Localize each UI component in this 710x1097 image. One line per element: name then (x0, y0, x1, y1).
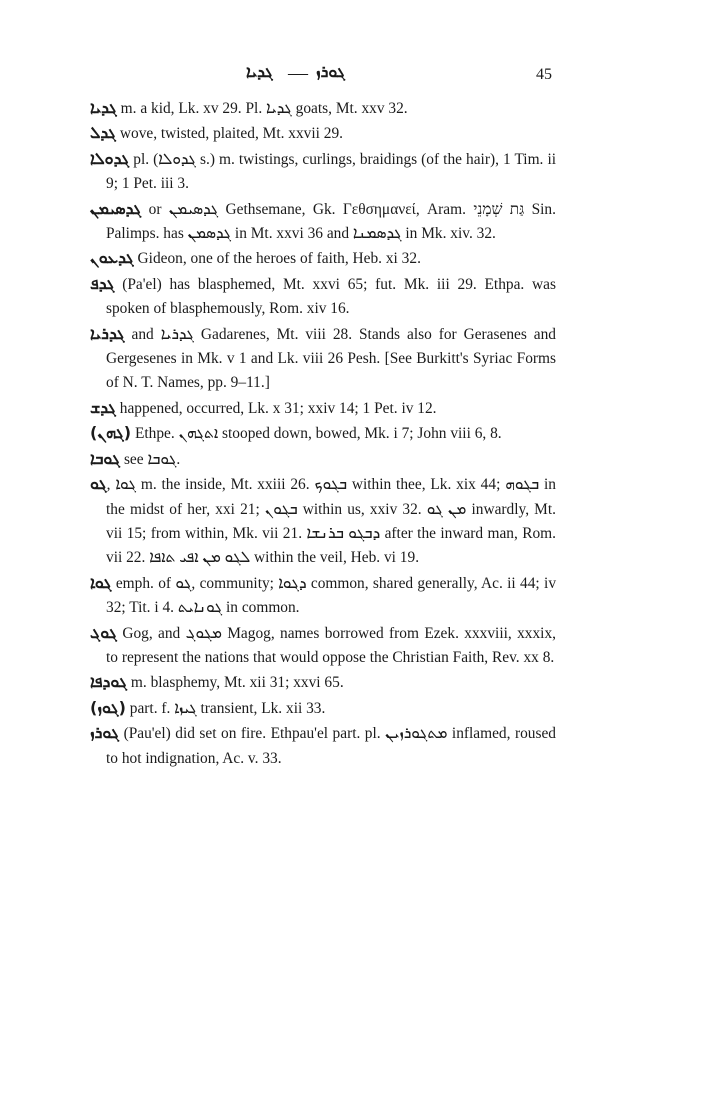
entry-headword: ܓܘܐ (90, 572, 112, 592)
entry-text: pl. (ܓܕܘܠܐ s.) m. twistings, curlings, braidings (of the hair), 1 Tim. ii 9; 1 Pet. iii 3. (106, 150, 557, 193)
entry-headword: ܓܕܠ (90, 123, 117, 143)
entry-headword: ܓܘܒܐ (90, 448, 121, 468)
entry-text: (Pau'el) did set on fire. Ethpau'el part. pl. ܡܬܓܘܪܙܝܢ inflamed, roused to hot indignation, Ac. v. 33. (106, 725, 556, 767)
entry (90, 696, 556, 721)
entry-text: (Pa'el) has blasphemed, Mt. xxvi 65; fut. Mk. iii 29. Ethpa. was spoken of blasphemously, Rom. xiv 16. (106, 275, 556, 318)
entry-headword: ܓܕܣܝܡܢ (90, 198, 142, 218)
entry-headword: ܓܕܥܘܢ (90, 248, 134, 268)
entry-headword: ܓܕܝܐ (90, 98, 117, 117)
entry (90, 96, 556, 121)
entry-headword: ܓܕܫ (90, 397, 116, 417)
entries-column (90, 96, 556, 771)
entry-headword: ܓܘܕܦܐ (90, 672, 128, 692)
entry (90, 396, 556, 421)
header-left-word: ܓܕܝܐ (246, 62, 273, 81)
entry (90, 571, 556, 621)
entry-headword: ܓܘܪܙ (90, 723, 120, 743)
entry-text: emph. of ܓܘ, community; ܕܓܘܐ common, shared generally, Ac. ii 44; iv 32; Tit. i 4. ܓܘܢܐܝܬ in common. (106, 574, 557, 617)
entry-text: , ܓܘܐ m. the inside, Mt. xxiii 26. ܒܓܘܟ within thee, Lk. xix 44; ܒܓܘܗ in the midst of her, xxi 21; ܒܓܘܢ within us, xxiv 32. ܡܢ ܓܘ inwardly, Mt. vii 15; from within, Mk. vii 21. ܕܒܓܘ ܒܪܢܫܐ after the inward man, Rom. vii 22. ܠܓܘ ܡܢ ܐܦܝ ܬܐܦܐ within the veil, Heb. vi 19. (106, 476, 556, 567)
entry-text: m. a kid, Lk. xv 29. Pl. ܓܕܝܐ goats, Mt. xxv 32. (116, 100, 408, 117)
entry (90, 246, 556, 271)
header-dash: — (288, 62, 309, 84)
entry (90, 421, 556, 446)
entry-text: happened, occurred, Lk. x 31; xxiv 14; 1 Pet. iv 12. (115, 399, 437, 417)
entry (90, 621, 556, 671)
entry-text: Gideon, one of the heroes of faith, Heb. xi 32. (133, 250, 421, 268)
entry (90, 197, 556, 247)
entry (90, 447, 556, 472)
running-header (0, 62, 710, 88)
entry-text: and ܓܕܪܝܐ Gadarenes, Mt. viii 28. Stands also for Gerasenes and Gergesenes in Mk. v 1 and Lk. viii 26 Pesh. [See Burkitt's Syriac Forms of N. T. Names, pp. 9–11.] (106, 325, 556, 392)
entry-text: part. f. ܓܝܙܐ transient, Lk. xii 33. (125, 699, 326, 717)
entry (90, 322, 556, 396)
entry-text: m. blasphemy, Mt. xii 31; xxvi 65. (127, 674, 344, 692)
entry-headword: ܓܕܦ (90, 273, 115, 293)
entry-text: Gog, and ܡܓܘܓ Magog, names borrowed from Ezek. xxxviii, xxxix, to represent the nations that would oppose the Christian Faith, Rev. xx 8. (106, 624, 556, 666)
entry (90, 121, 556, 146)
entry-headword: (ܓܗܢ) (90, 423, 132, 443)
entry (90, 272, 556, 322)
entry-text: wove, twisted, plaited, Mt. xxvii 29. (116, 125, 344, 143)
header-right-word: ܓܘܪܙ (316, 62, 346, 81)
entry-headword: ܓܕܘܠܐ (90, 148, 130, 168)
entry (90, 670, 556, 695)
entry-headword: (ܓܘܙ) (90, 697, 126, 717)
entry (90, 472, 556, 571)
entry-text: see ܓܘܒܐ. (120, 450, 181, 468)
entry-text: Ethpe. ܐܬܓܗܢ stooped down, bowed, Mk. i 7; John viii 6, 8. (131, 425, 502, 443)
entry-headword: ܓܘܓ (90, 622, 117, 642)
entry-headword: ܓܘ (90, 474, 107, 494)
entry (90, 147, 556, 197)
entry-headword: ܓܕܪܝܐ (90, 323, 125, 343)
page-number: 45 (536, 66, 552, 83)
entry-text: or ܓܕܣܝܡܢ Gethsemane, Gk. Γεθσημανεί, Aram. גַּת שְׁמָנֵי Sin. Palimps. has ܓܕܣܡܢ in Mt. xxvi 36 and ܓܕܣܡܢܐ in Mk. xiv. 32. (106, 200, 556, 243)
entry (90, 721, 556, 771)
